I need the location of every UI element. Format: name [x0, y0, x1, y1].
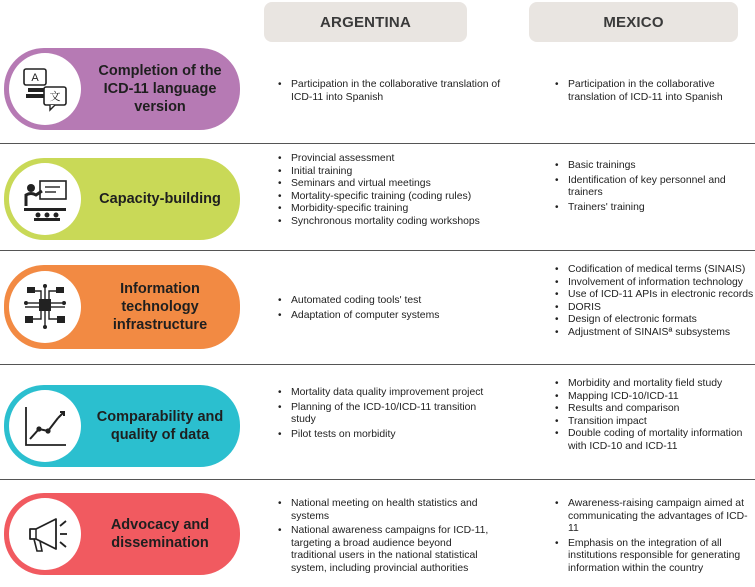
list-item: • Adjustment of SINAISª subsystems: [553, 327, 755, 340]
row-divider: [0, 364, 755, 365]
list-item: • Automated coding tools' test: [276, 295, 516, 308]
list-item: • Design of electronic formats: [553, 314, 755, 327]
list-item: • Mapping ICD-10/ICD-11: [553, 391, 753, 404]
translation-icon: [9, 53, 81, 125]
row-divider: [0, 479, 755, 480]
list-item: • Participation in the collaborative translation of ICD-11 into Spanish: [276, 79, 516, 104]
mexico-bullets: [553, 498, 755, 578]
argentina-bullets: [276, 387, 491, 443]
list-item: • Synchronous mortality coding workshops: [276, 216, 516, 229]
argentina-bullets: [276, 498, 494, 578]
list-item: • Initial training: [276, 166, 516, 179]
megaphone-icon: [9, 498, 81, 570]
list-item: • DORIS: [553, 302, 755, 315]
row-pill-it: [4, 265, 240, 349]
list-item: • Emphasis on the integration of all institutions responsible for generating information within the country: [553, 538, 755, 576]
list-item: • Pilot tests on morbidity: [276, 429, 491, 442]
list-item: • Provincial assessment: [276, 153, 516, 166]
row-pill-quality: [4, 385, 240, 467]
row-label: Comparability and quality of data: [96, 409, 224, 443]
argentina-header: ARGENTINA: [264, 2, 467, 42]
row-label: Information technology infrastructure: [112, 281, 208, 333]
row-label: Advocacy and dissemination: [110, 517, 210, 551]
list-item: • Planning of the ICD-10/ICD-11 transition study: [276, 402, 491, 427]
list-item: • Morbidity and mortality field study: [553, 378, 753, 391]
circuit-icon: [9, 271, 81, 343]
row-pill-language: [4, 48, 240, 130]
row-pill-capacity: [4, 158, 240, 240]
row-label: Completion of the ICD-11 language version: [98, 63, 222, 115]
svg-text:A: A: [31, 72, 39, 84]
list-item: • Basic trainings: [553, 160, 743, 173]
training-icon: [9, 163, 81, 235]
list-item: • Morbidity-specific training: [276, 203, 516, 216]
mexico-header: MEXICO: [529, 2, 738, 42]
argentina-bullets: [276, 153, 516, 229]
list-item: • Adaptation of computer systems: [276, 310, 516, 323]
list-item: • Trainers' training: [553, 202, 743, 215]
row-divider: [0, 250, 755, 251]
row-label: Capacity-building: [99, 191, 221, 207]
list-item: • Double coding of mortality information with ICD-10 and ICD-11: [553, 428, 753, 453]
list-item: • National awareness campaigns for ICD-11, targeting a broad audience beyond traditional users in the national statistical system, including provincial authorities: [276, 525, 494, 575]
list-item: • Transition impact: [553, 416, 753, 429]
list-item: • Results and comparison: [553, 403, 753, 416]
row-divider: [0, 143, 755, 144]
list-item: • Seminars and virtual meetings: [276, 178, 516, 191]
mexico-bullets: [553, 264, 755, 340]
list-item: • Participation in the collaborative translation of ICD-11 into Spanish: [553, 79, 753, 104]
list-item: • Mortality-specific training (coding rules): [276, 191, 516, 204]
list-item: • Involvement of information technology: [553, 277, 755, 290]
row-pill-advocacy: [4, 493, 240, 575]
mexico-bullets: [553, 160, 743, 216]
line-chart-icon: [9, 390, 81, 462]
argentina-bullets: [276, 79, 516, 106]
list-item: • Identification of key personnel and trainers: [553, 175, 743, 200]
list-item: • Awareness-raising campaign aimed at communicating the advantages of ICD-11: [553, 498, 755, 536]
list-item: • Mortality data quality improvement project: [276, 387, 491, 400]
list-item: • National meeting on health statistics and systems: [276, 498, 494, 523]
mexico-bullets: [553, 79, 753, 106]
list-item: • Use of ICD-11 APIs in electronic records: [553, 289, 755, 302]
svg-text:文: 文: [49, 90, 61, 103]
mexico-bullets: [553, 378, 753, 454]
list-item: • Codification of medical terms (SINAIS): [553, 264, 755, 277]
argentina-bullets: [276, 295, 516, 324]
